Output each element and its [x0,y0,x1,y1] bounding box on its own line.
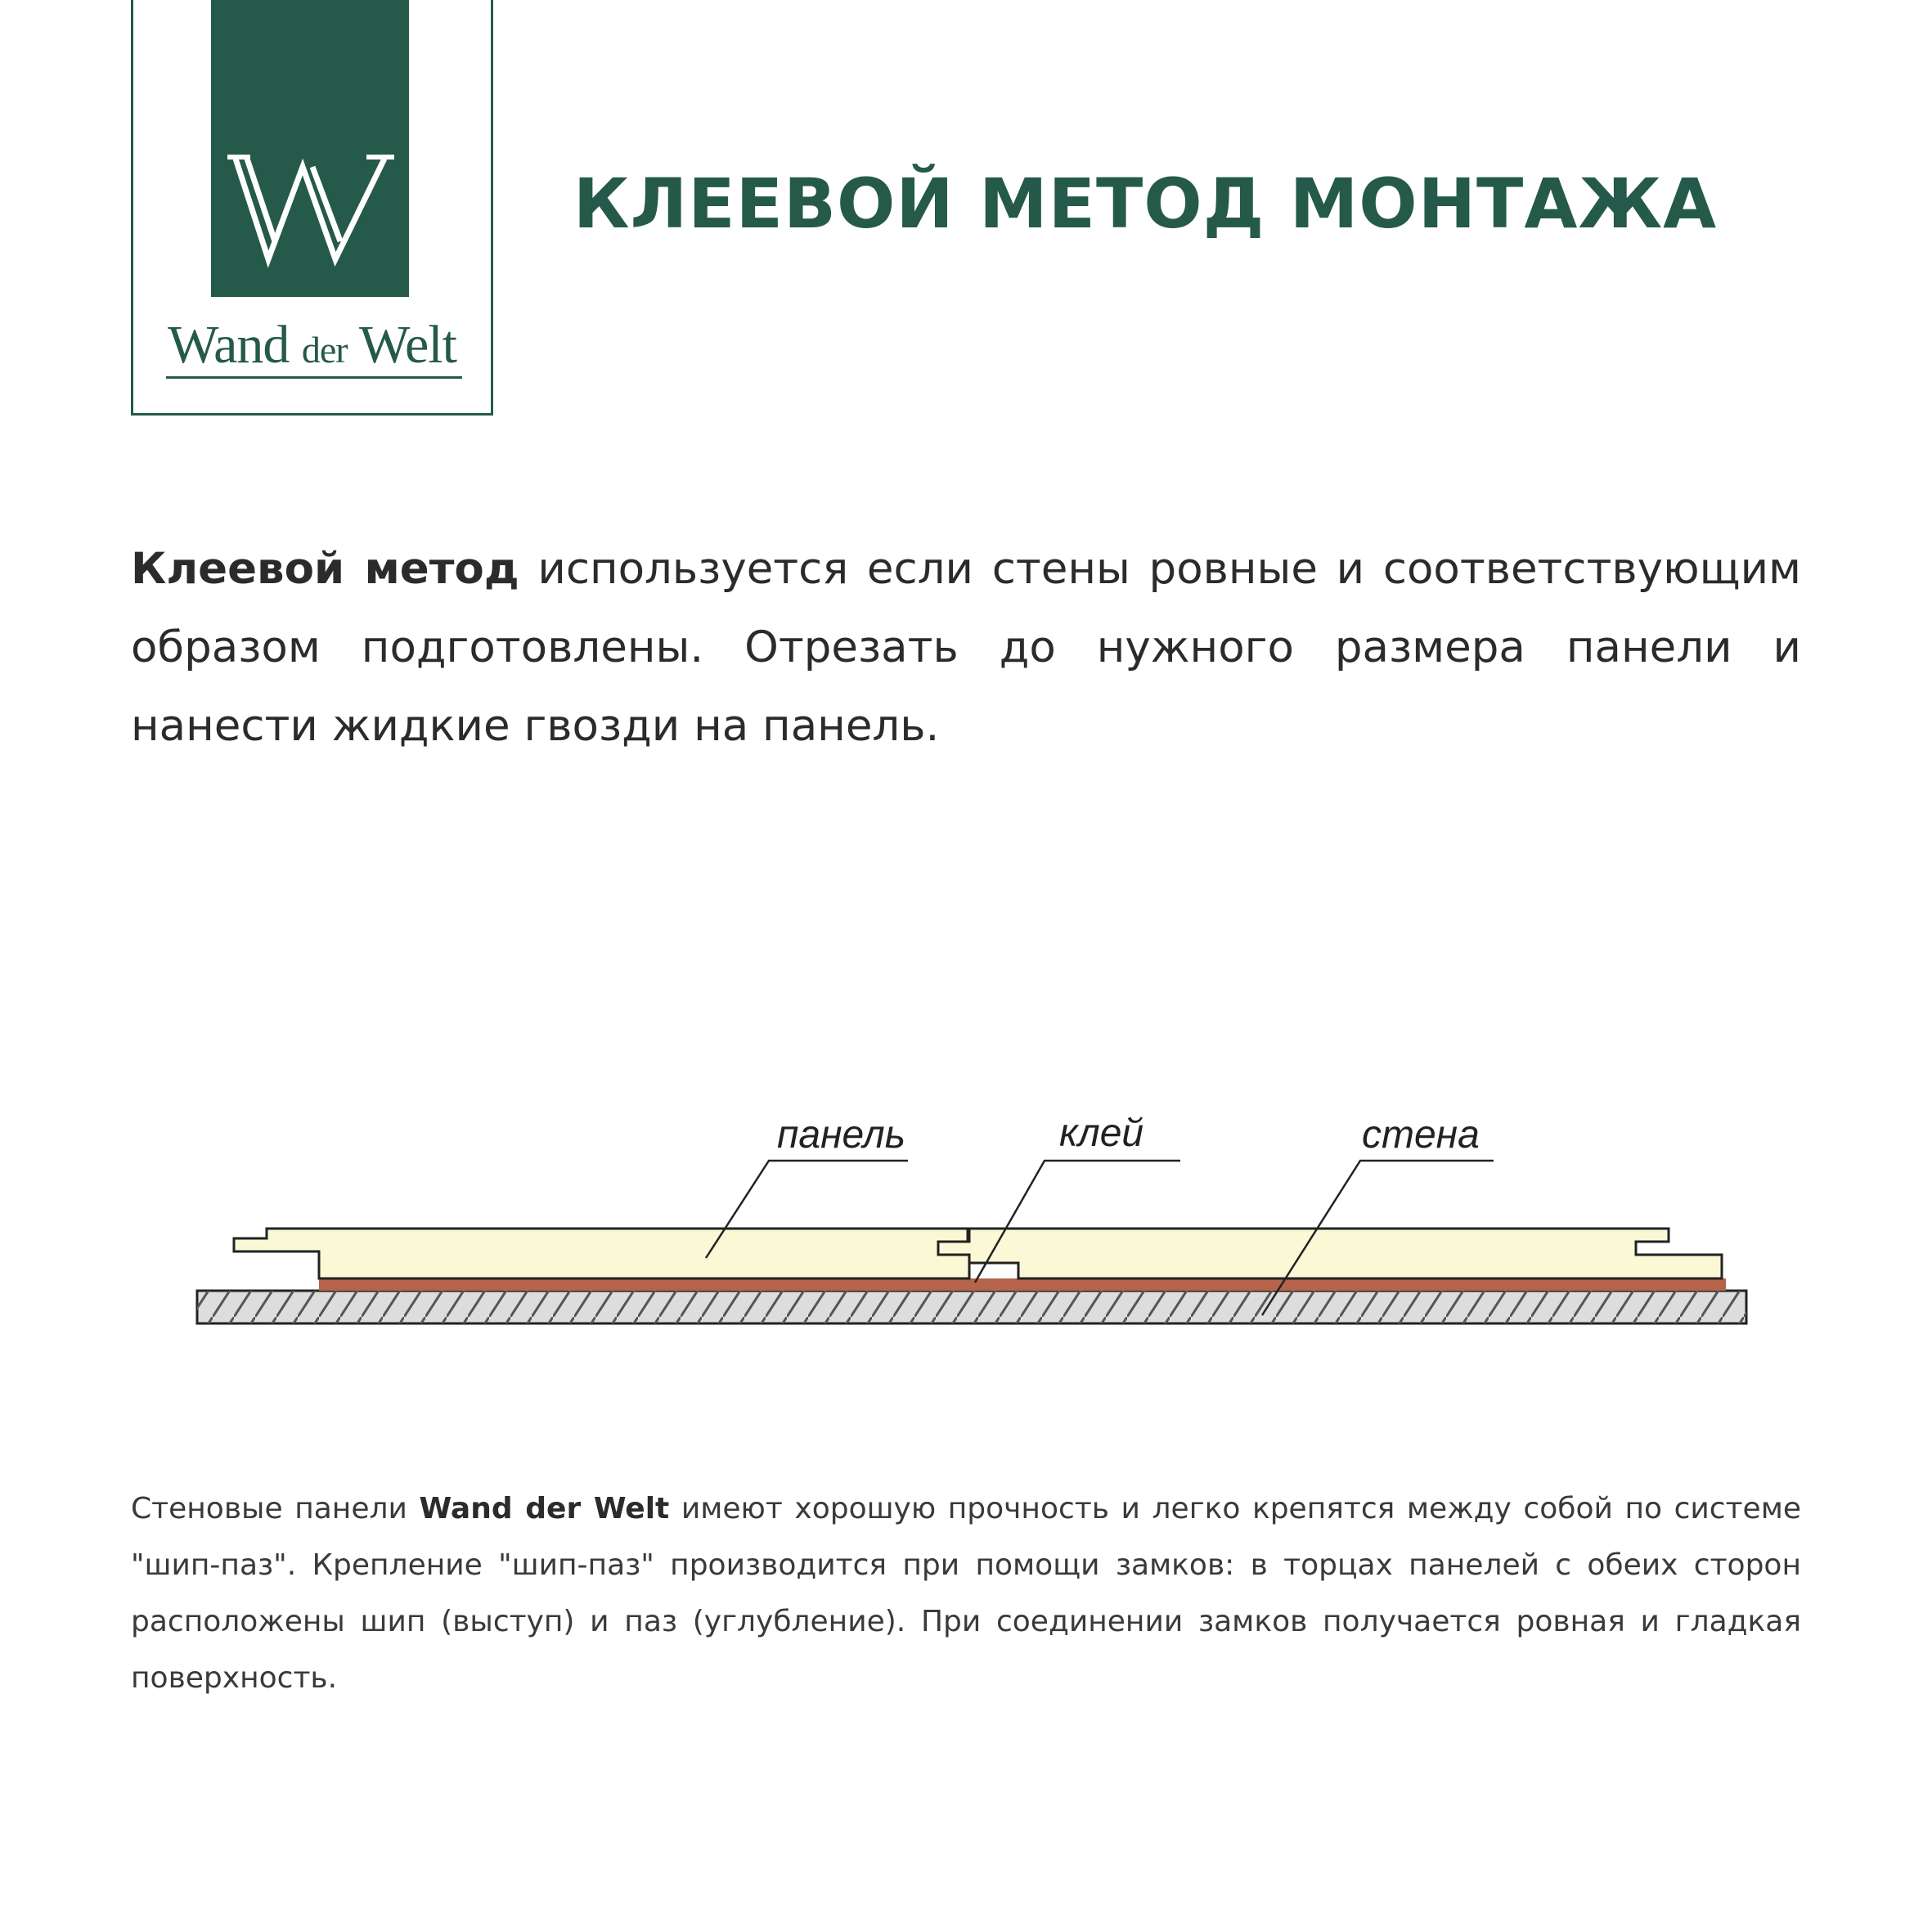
logo-emblem [211,0,409,297]
logo-wordmark: Wand der Welt [168,315,456,375]
intro-text: используется если стены ровные и соответствующим образом подготовлены. Отрезать до нужного размера панели и нанести жидкие гвозди на панель. [131,544,1802,751]
glue-layer [319,1278,1726,1291]
mounting-diagram [0,1088,1932,1358]
intro-paragraph [131,530,1801,766]
brand-logo [131,0,493,416]
note-brand: Wand der Welt [419,1492,670,1525]
label-glue: клей [1059,1112,1144,1155]
logo-w-monogram-icon [211,0,409,297]
wall-layer [197,1291,1746,1323]
page-title: КЛЕЕВОЙ МЕТОД МОНТАЖА [573,164,1718,244]
panel-right [938,1229,1722,1278]
label-wall: стена [1362,1113,1480,1157]
note-paragraph [131,1480,1801,1706]
logo-underline [166,376,462,379]
panel-left [234,1229,969,1278]
note-text-after: имеют хорошую прочность и легко крепятся между собой по системе "шип-паз". Крепление "шип-паз" производится при помощи замков: в торцах панелей с обеих сторон расположены шип (выступ) и паз (углубление). При соединении замков получается ровная и гладкая поверхность. [131,1492,1801,1695]
label-panel: панель [777,1113,905,1157]
intro-bold-term: Клеевой метод [131,544,519,594]
note-text-before: Стеновые панели [131,1492,420,1525]
